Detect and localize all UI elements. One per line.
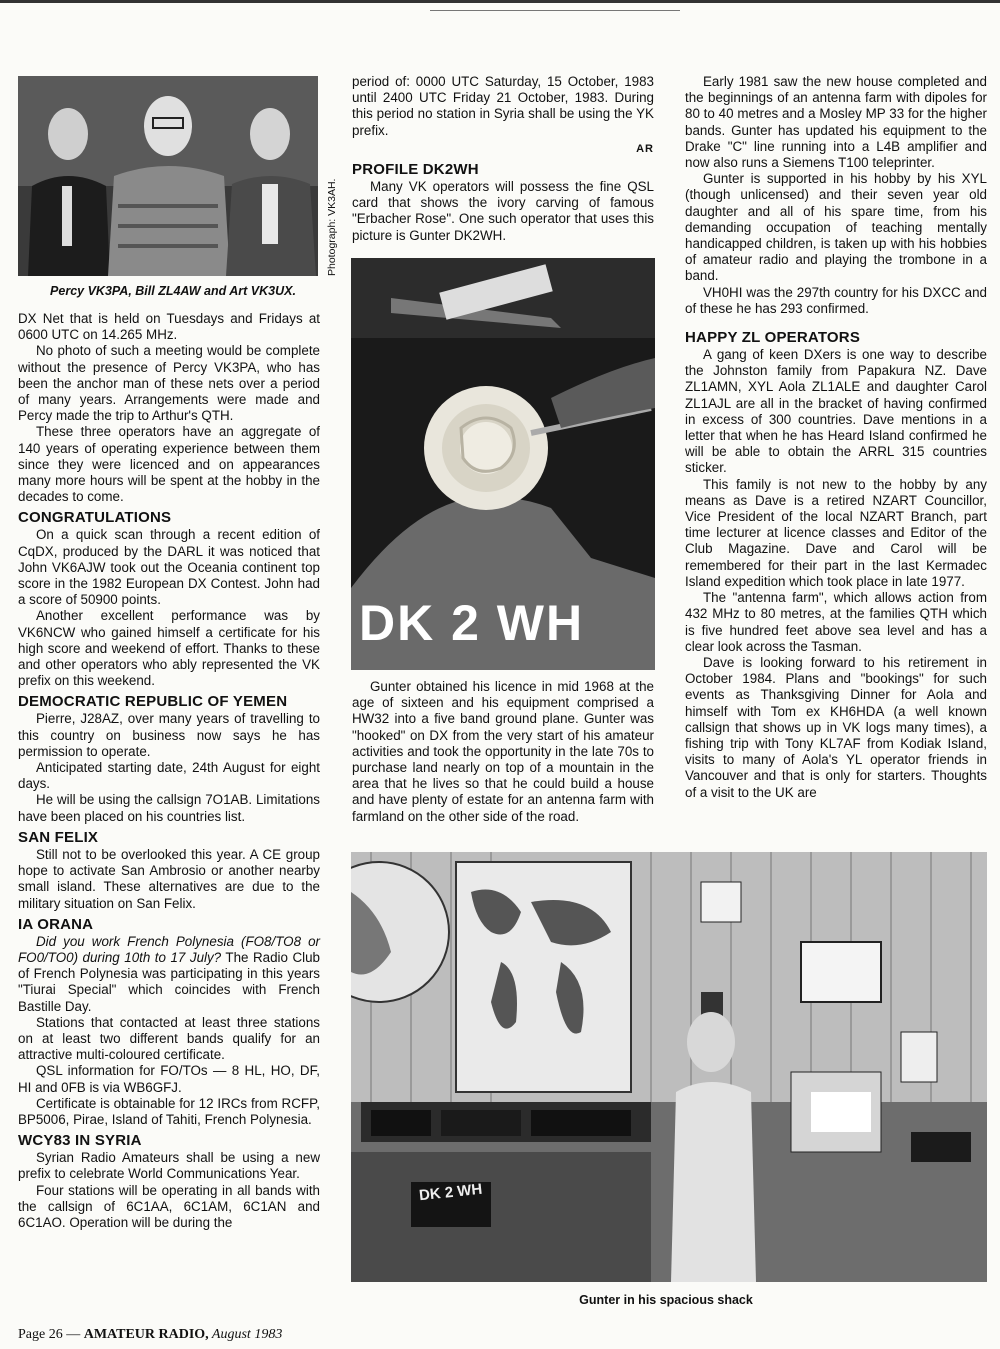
italic-question: Did you work French Polynesia (FO8/TO8 or FO0/TO0) during 10th to 17 July? [18,933,320,965]
heading-ia-orana: IA ORANA [18,915,94,933]
issue-date: August 1983 [208,1327,283,1342]
paragraph: Dave is looking forward to his retirement in October 1984. Plans and "bookings" for such events as Thanksgiving Dinner for Aola and himself with Tom ex KH6HDA (a well known callsign that shows up in VK logs many times), a fishing trip with Tony KL7AF from Kodiak Island, visits to many of Aola's YL operator friends in Vancouver and that is only for starters. Thoughts of a visit to the UK are [685,654,987,800]
paragraph: Early 1981 saw the new house completed and the beginnings of an antenna farm with dipoles for 80 to 40 metres and a Mosley MP 33 for the higher bands. Gunter has updated his equipment to the Drake "C" line running into a L4B amplifier and now also runs a Siemens T100 teleprinter. [685,74,987,171]
column-2-top [352,74,654,244]
paragraph: Pierre, J28AZ, over many years of travelling to this country on business now says he has permission to operate. [18,711,320,759]
paragraph: On a quick scan through a recent edition of CqDX, produced by the DARL it was noticed that John VK6AJW took out the Oceania continent top score in the 1982 European DX Contest. John had a score of 50900 points. [18,527,320,608]
photo-shack [351,852,987,1282]
paragraph: Anticipated starting date, 24th August for eight days. [18,760,320,792]
paragraph: These three operators have an aggregate of 140 years of operating experience between them since they were licenced and on appearances many more hours will be spent at the hobby in the decades to come. [18,424,320,505]
column-1 [18,311,320,1231]
paragraph: Another excellent performance was by VK6NCW who gained himself a certificate for his high score and weekend of effort. Thanks to these and other operators who ably represented the VK prefix on this weekend. [18,608,320,689]
dk2wh-sign: DK 2 WH [418,1180,484,1205]
paragraph: DX Net that is held on Tuesdays and Fridays at 0600 UTC on 14.265 MHz. [18,311,320,343]
page-number: Page 26 — [18,1327,84,1342]
photo-caption-shack: Gunter in his spacious shack [579,1293,753,1307]
paragraph: The "antenna farm", which allows action from 432 MHz to 80 metres, at the families QTH which is five hundred feet above sea level and has a clear look across the Tasman. [685,590,987,654]
paragraph: Stations that contacted at least three stations on at least two different bands qualify for an attractive multi-coloured certificate. [18,1014,320,1063]
photo-caption-operators: Percy VK3PA, Bill ZL4AW and Art VK3UX. [50,284,296,298]
heading-syria: WCY83 IN SYRIA [18,1132,142,1150]
heading-yemen: DEMOCRATIC REPUBLIC OF YEMEN [18,693,288,711]
author-signature: AR [636,142,654,155]
paragraph: period of: 0000 UTC Saturday, 15 October, 1983 until 2400 UTC Friday 21 October, 1983. During this period no station in Syria shall be using the YK prefix. [352,74,654,138]
paragraph: Gunter is supported in his hobby by his XYL (though unlicensed) and their seven year old daughter and all of his spare time, from his demanding occupation of teaching mentally handicapped children, is taken up with his hobbies of amateur radio and playing the trombone in a band. [685,171,987,284]
paragraph: A gang of keen DXers is one way to describe the Johnston family from Papakura NZ. Dave ZL1AMN, XYL Aola ZL1ALE and daughter Carol ZL1AJL are all in the bracket of having confirmed in excess of 300 countries. Dave mentions in a letter that when he has Heard Island confirmed he will be able to obtain the ARRL 315 countries sticker. [685,347,987,476]
photo-shack-illustration [351,852,987,1282]
photo-ivory-rose [351,258,655,670]
paragraph: Certificate is obtainable for 12 IRCs from RCFP, BP5006, Pirae, Island of Tahiti, French Polynesia. [18,1095,320,1127]
paragraph: VH0HI was the 297th country for his DXCC and of these he has 293 confirmed. [685,284,987,316]
paragraph-rest: The Radio Club of French Polynesia was participating in this years "Tiurai Special" which coincides with French Bastille Day. [18,949,320,1014]
heading-profile: PROFILE DK2WH [352,161,479,179]
heading-happy-zl: HAPPY ZL OPERATORS [685,329,861,347]
paragraph: Four stations will be operating in all bands with the callsign of 6C1AA, 6C1AM, 6C1AN and 6C1AO. Operation will be during the [18,1182,320,1230]
top-rule-thin [430,10,680,11]
page-footer [18,1327,282,1343]
photo-three-operators-illustration [18,76,318,276]
top-rule [0,0,1000,3]
paragraph: Syrian Radio Amateurs shall be using a new prefix to celebrate World Communications Year. [18,1150,320,1182]
column-2-bottom [352,679,654,825]
column-3 [685,74,987,801]
heading-congratulations: CONGRATULATIONS [18,509,172,527]
paragraph: Gunter obtained his licence in mid 1968 at the age of sixteen and his equipment comprised a HW32 into a five band ground plane. Gunter was "hooked" on DX from the very start of his amateur activities and took the opportunity in the late 70s to purchase land nearly on top of a mountain in the area that he lives so that he could build a house and have plenty of estate for an antenna farm with farmland on the other side of the road. [352,679,654,824]
paragraph: This family is not new to the hobby by any means as Dave is a retired NZART Councillor, Vice President of the local NZART Branch, part time lecturer at licence classes and Editor of the Club Magazine. Dave and Carol will be remembered for their part in the last Kermadec Island expedition which took place in late 1977. [685,476,987,589]
dk2wh-overlay-text: DK 2 WH [359,595,585,651]
paragraph: No photo of such a meeting would be complete without the presence of Percy VK3PA, who has been the anchor man of these nets over a period of many years. Arrangements were made and Percy made the trip to Arthur's QTH. [18,343,320,424]
paragraph: He will be using the callsign 7O1AB. Limitations have been placed on his countries list. [18,792,320,824]
heading-san-felix: SAN FELIX [18,828,99,846]
photo-credit: Photograph: VK3AH. [326,178,338,276]
paragraph: Many VK operators will possess the fine QSL card that shows the ivory carving of famous "Erbacher Rose". One such operator that uses this picture is Gunter DK2WH. [352,179,654,243]
paragraph: QSL information for FO/TOs — 8 HL, HO, DF, HI and 0FB is via WB6GFJ. [18,1063,320,1095]
magazine-name: AMATEUR RADIO, [83,1327,209,1342]
paragraph: Still not to be overlooked this year. A CE group hope to activate San Ambrosio or another nearby small island. These alternatives are due to the military situation on San Felix. [18,846,320,911]
photo-three-operators [18,76,318,276]
paragraph [18,934,320,1015]
